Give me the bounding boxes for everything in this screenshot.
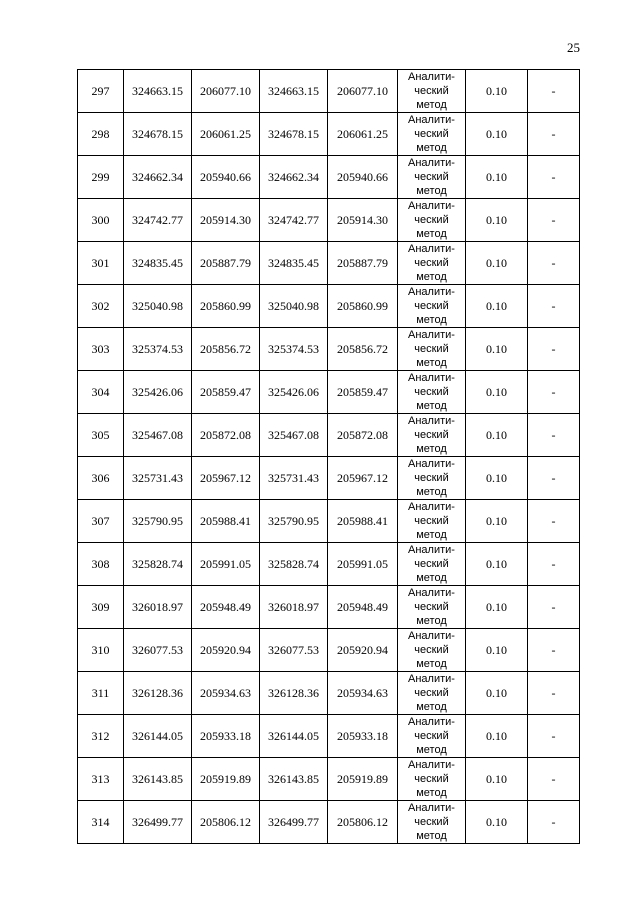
note-cell: - bbox=[528, 500, 580, 543]
x-coordinate-new-cell: 325828.74 bbox=[260, 543, 328, 586]
point-number-cell: 302 bbox=[78, 285, 124, 328]
x-coordinate-new-cell: 326144.05 bbox=[260, 715, 328, 758]
x-coordinate-new-cell: 326018.97 bbox=[260, 586, 328, 629]
note-cell: - bbox=[528, 70, 580, 113]
accuracy-cell: 0.10 bbox=[466, 801, 528, 844]
table-row bbox=[78, 156, 580, 199]
y-coordinate-cell: 205940.66 bbox=[192, 156, 260, 199]
table-row bbox=[78, 113, 580, 156]
table-row bbox=[78, 801, 580, 844]
y-coordinate-new-cell: 206077.10 bbox=[328, 70, 398, 113]
y-coordinate-new-cell: 205940.66 bbox=[328, 156, 398, 199]
x-coordinate-new-cell: 324835.45 bbox=[260, 242, 328, 285]
accuracy-cell: 0.10 bbox=[466, 199, 528, 242]
y-coordinate-new-cell: 205872.08 bbox=[328, 414, 398, 457]
accuracy-cell: 0.10 bbox=[466, 629, 528, 672]
accuracy-cell: 0.10 bbox=[466, 242, 528, 285]
point-number-cell: 311 bbox=[78, 672, 124, 715]
x-coordinate-cell: 324835.45 bbox=[124, 242, 192, 285]
note-cell: - bbox=[528, 758, 580, 801]
point-number-cell: 305 bbox=[78, 414, 124, 457]
x-coordinate-cell: 324662.34 bbox=[124, 156, 192, 199]
table-row bbox=[78, 328, 580, 371]
y-coordinate-new-cell: 205988.41 bbox=[328, 500, 398, 543]
y-coordinate-new-cell: 205856.72 bbox=[328, 328, 398, 371]
x-coordinate-cell: 325040.98 bbox=[124, 285, 192, 328]
note-cell: - bbox=[528, 586, 580, 629]
coordinates-table bbox=[77, 69, 580, 844]
method-cell: Аналити- ческий метод bbox=[398, 285, 466, 328]
method-cell: Аналити- ческий метод bbox=[398, 242, 466, 285]
point-number-cell: 297 bbox=[78, 70, 124, 113]
y-coordinate-new-cell: 205914.30 bbox=[328, 199, 398, 242]
method-cell: Аналити- ческий метод bbox=[398, 199, 466, 242]
table-row bbox=[78, 457, 580, 500]
x-coordinate-new-cell: 325374.53 bbox=[260, 328, 328, 371]
page-number: 25 bbox=[567, 40, 580, 55]
y-coordinate-cell: 205914.30 bbox=[192, 199, 260, 242]
table-row bbox=[78, 414, 580, 457]
accuracy-cell: 0.10 bbox=[466, 156, 528, 199]
accuracy-cell: 0.10 bbox=[466, 672, 528, 715]
y-coordinate-cell: 205991.05 bbox=[192, 543, 260, 586]
note-cell: - bbox=[528, 156, 580, 199]
table-row bbox=[78, 715, 580, 758]
method-cell: Аналити- ческий метод bbox=[398, 543, 466, 586]
method-cell: Аналити- ческий метод bbox=[398, 113, 466, 156]
x-coordinate-cell: 326018.97 bbox=[124, 586, 192, 629]
note-cell: - bbox=[528, 715, 580, 758]
accuracy-cell: 0.10 bbox=[466, 371, 528, 414]
point-number-cell: 312 bbox=[78, 715, 124, 758]
y-coordinate-new-cell: 205859.47 bbox=[328, 371, 398, 414]
y-coordinate-cell: 205988.41 bbox=[192, 500, 260, 543]
method-cell: Аналити- ческий метод bbox=[398, 715, 466, 758]
y-coordinate-new-cell: 205934.63 bbox=[328, 672, 398, 715]
method-cell: Аналити- ческий метод bbox=[398, 758, 466, 801]
y-coordinate-cell: 206077.10 bbox=[192, 70, 260, 113]
table-row bbox=[78, 543, 580, 586]
accuracy-cell: 0.10 bbox=[466, 543, 528, 586]
method-cell: Аналити- ческий метод bbox=[398, 500, 466, 543]
y-coordinate-new-cell: 205991.05 bbox=[328, 543, 398, 586]
table-row bbox=[78, 70, 580, 113]
x-coordinate-new-cell: 325467.08 bbox=[260, 414, 328, 457]
x-coordinate-cell: 325731.43 bbox=[124, 457, 192, 500]
note-cell: - bbox=[528, 457, 580, 500]
note-cell: - bbox=[528, 199, 580, 242]
x-coordinate-cell: 325374.53 bbox=[124, 328, 192, 371]
point-number-cell: 308 bbox=[78, 543, 124, 586]
x-coordinate-new-cell: 326143.85 bbox=[260, 758, 328, 801]
table-row bbox=[78, 371, 580, 414]
x-coordinate-cell: 326077.53 bbox=[124, 629, 192, 672]
note-cell: - bbox=[528, 672, 580, 715]
table-row bbox=[78, 586, 580, 629]
y-coordinate-new-cell: 205967.12 bbox=[328, 457, 398, 500]
x-coordinate-cell: 325790.95 bbox=[124, 500, 192, 543]
method-cell: Аналити- ческий метод bbox=[398, 629, 466, 672]
x-coordinate-cell: 326128.36 bbox=[124, 672, 192, 715]
x-coordinate-new-cell: 324663.15 bbox=[260, 70, 328, 113]
note-cell: - bbox=[528, 328, 580, 371]
point-number-cell: 298 bbox=[78, 113, 124, 156]
y-coordinate-new-cell: 205806.12 bbox=[328, 801, 398, 844]
y-coordinate-new-cell: 205887.79 bbox=[328, 242, 398, 285]
method-cell: Аналити- ческий метод bbox=[398, 70, 466, 113]
table-row bbox=[78, 242, 580, 285]
method-cell: Аналити- ческий метод bbox=[398, 801, 466, 844]
note-cell: - bbox=[528, 113, 580, 156]
accuracy-cell: 0.10 bbox=[466, 715, 528, 758]
point-number-cell: 301 bbox=[78, 242, 124, 285]
point-number-cell: 300 bbox=[78, 199, 124, 242]
method-cell: Аналити- ческий метод bbox=[398, 371, 466, 414]
accuracy-cell: 0.10 bbox=[466, 113, 528, 156]
x-coordinate-new-cell: 325040.98 bbox=[260, 285, 328, 328]
x-coordinate-new-cell: 324678.15 bbox=[260, 113, 328, 156]
accuracy-cell: 0.10 bbox=[466, 328, 528, 371]
y-coordinate-cell: 205887.79 bbox=[192, 242, 260, 285]
x-coordinate-cell: 325828.74 bbox=[124, 543, 192, 586]
table-row bbox=[78, 285, 580, 328]
method-cell: Аналити- ческий метод bbox=[398, 672, 466, 715]
note-cell: - bbox=[528, 801, 580, 844]
y-coordinate-cell: 205920.94 bbox=[192, 629, 260, 672]
point-number-cell: 313 bbox=[78, 758, 124, 801]
point-number-cell: 314 bbox=[78, 801, 124, 844]
x-coordinate-new-cell: 325731.43 bbox=[260, 457, 328, 500]
y-coordinate-new-cell: 205948.49 bbox=[328, 586, 398, 629]
method-cell: Аналити- ческий метод bbox=[398, 328, 466, 371]
table-row bbox=[78, 758, 580, 801]
note-cell: - bbox=[528, 629, 580, 672]
x-coordinate-new-cell: 325426.06 bbox=[260, 371, 328, 414]
x-coordinate-cell: 324678.15 bbox=[124, 113, 192, 156]
note-cell: - bbox=[528, 242, 580, 285]
table-row bbox=[78, 629, 580, 672]
accuracy-cell: 0.10 bbox=[466, 500, 528, 543]
y-coordinate-cell: 205859.47 bbox=[192, 371, 260, 414]
x-coordinate-cell: 325467.08 bbox=[124, 414, 192, 457]
table-body bbox=[78, 70, 580, 844]
note-cell: - bbox=[528, 371, 580, 414]
point-number-cell: 299 bbox=[78, 156, 124, 199]
point-number-cell: 306 bbox=[78, 457, 124, 500]
x-coordinate-new-cell: 325790.95 bbox=[260, 500, 328, 543]
y-coordinate-cell: 205967.12 bbox=[192, 457, 260, 500]
y-coordinate-cell: 205856.72 bbox=[192, 328, 260, 371]
y-coordinate-cell: 205934.63 bbox=[192, 672, 260, 715]
x-coordinate-new-cell: 326499.77 bbox=[260, 801, 328, 844]
x-coordinate-cell: 326499.77 bbox=[124, 801, 192, 844]
x-coordinate-new-cell: 324742.77 bbox=[260, 199, 328, 242]
accuracy-cell: 0.10 bbox=[466, 586, 528, 629]
note-cell: - bbox=[528, 543, 580, 586]
y-coordinate-cell: 206061.25 bbox=[192, 113, 260, 156]
table-row bbox=[78, 672, 580, 715]
y-coordinate-cell: 205948.49 bbox=[192, 586, 260, 629]
x-coordinate-cell: 325426.06 bbox=[124, 371, 192, 414]
method-cell: Аналити- ческий метод bbox=[398, 156, 466, 199]
y-coordinate-cell: 205806.12 bbox=[192, 801, 260, 844]
point-number-cell: 309 bbox=[78, 586, 124, 629]
accuracy-cell: 0.10 bbox=[466, 285, 528, 328]
x-coordinate-cell: 324663.15 bbox=[124, 70, 192, 113]
point-number-cell: 310 bbox=[78, 629, 124, 672]
x-coordinate-new-cell: 326128.36 bbox=[260, 672, 328, 715]
x-coordinate-cell: 326143.85 bbox=[124, 758, 192, 801]
point-number-cell: 304 bbox=[78, 371, 124, 414]
accuracy-cell: 0.10 bbox=[466, 758, 528, 801]
x-coordinate-cell: 326144.05 bbox=[124, 715, 192, 758]
accuracy-cell: 0.10 bbox=[466, 414, 528, 457]
method-cell: Аналити- ческий метод bbox=[398, 414, 466, 457]
y-coordinate-new-cell: 205919.89 bbox=[328, 758, 398, 801]
y-coordinate-new-cell: 205920.94 bbox=[328, 629, 398, 672]
note-cell: - bbox=[528, 285, 580, 328]
accuracy-cell: 0.10 bbox=[466, 70, 528, 113]
table-row bbox=[78, 500, 580, 543]
y-coordinate-new-cell: 206061.25 bbox=[328, 113, 398, 156]
x-coordinate-cell: 324742.77 bbox=[124, 199, 192, 242]
y-coordinate-new-cell: 205860.99 bbox=[328, 285, 398, 328]
y-coordinate-new-cell: 205933.18 bbox=[328, 715, 398, 758]
note-cell: - bbox=[528, 414, 580, 457]
y-coordinate-cell: 205919.89 bbox=[192, 758, 260, 801]
y-coordinate-cell: 205872.08 bbox=[192, 414, 260, 457]
method-cell: Аналити- ческий метод bbox=[398, 457, 466, 500]
y-coordinate-cell: 205933.18 bbox=[192, 715, 260, 758]
accuracy-cell: 0.10 bbox=[466, 457, 528, 500]
table-row bbox=[78, 199, 580, 242]
method-cell: Аналити- ческий метод bbox=[398, 586, 466, 629]
y-coordinate-cell: 205860.99 bbox=[192, 285, 260, 328]
point-number-cell: 303 bbox=[78, 328, 124, 371]
x-coordinate-new-cell: 326077.53 bbox=[260, 629, 328, 672]
point-number-cell: 307 bbox=[78, 500, 124, 543]
x-coordinate-new-cell: 324662.34 bbox=[260, 156, 328, 199]
